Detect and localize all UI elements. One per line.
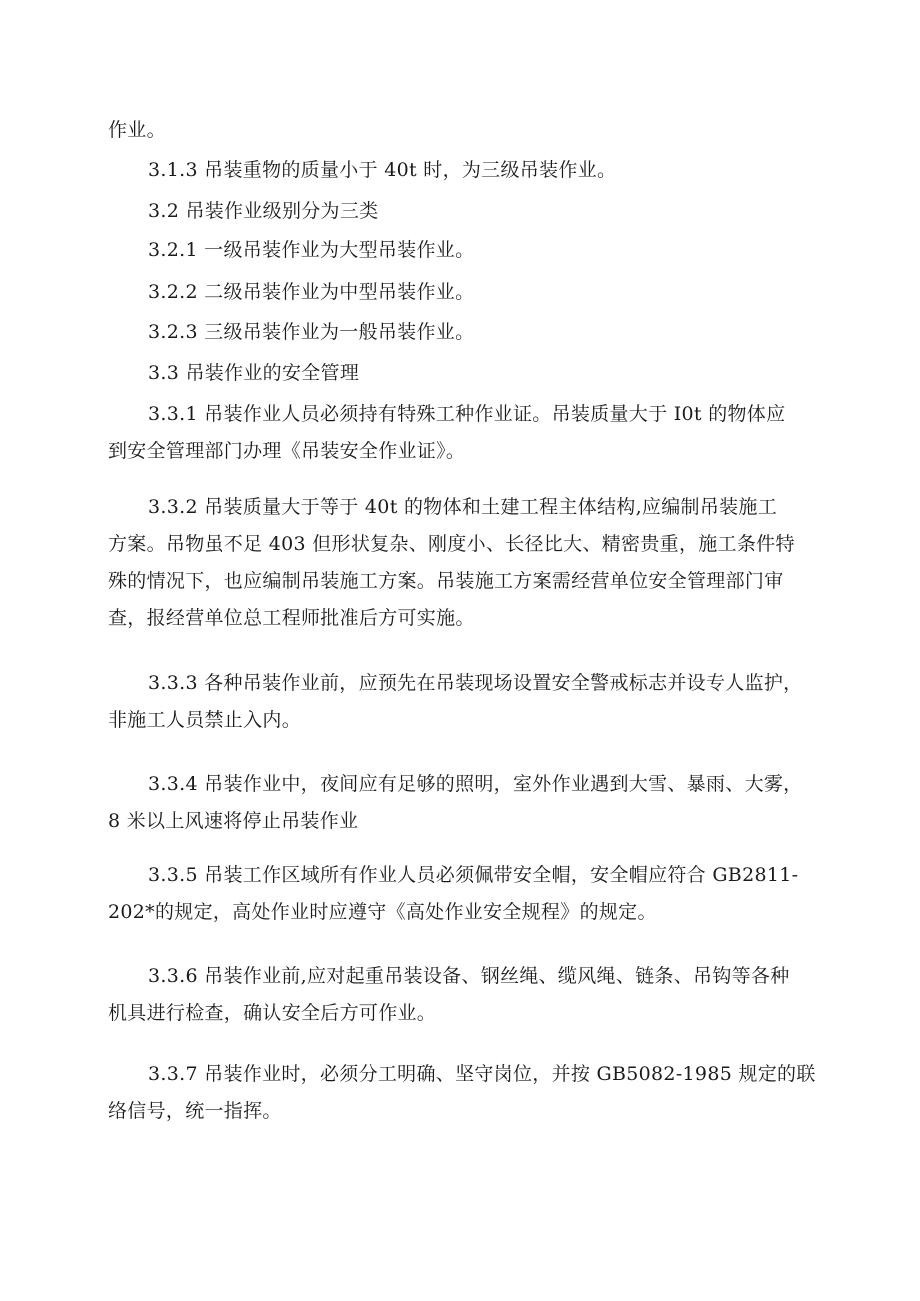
text-line: 202*的规定，高处作业时应遵守《高处作业安全规程》的规定。 bbox=[108, 901, 657, 923]
text-line: 8 米以上风速将停止吊装作业 bbox=[108, 810, 359, 832]
text-line: 作业。 bbox=[108, 119, 166, 141]
section-3-2-1 bbox=[108, 232, 828, 269]
text-line: 3.2.1 一级吊装作业为大型吊装作业。 bbox=[148, 239, 475, 261]
text-line: 机具进行检查，确认安全后方可作业。 bbox=[108, 1002, 437, 1024]
text-line: 3.2 吊装作业级别分为三类 bbox=[148, 200, 379, 222]
text-line: 3.3.2 吊装质量大于等于 40t 的物体和土建工程主体结构,应编制吊装施工 bbox=[148, 496, 778, 518]
heading-3-2 bbox=[108, 193, 828, 230]
text-line: 3.3.1 吊装作业人员必须持有特殊工种作业证。吊装质量大于 I0t 的物体应 bbox=[148, 403, 786, 425]
section-3-3-1 bbox=[108, 396, 828, 470]
text-line: 3.2.2 二级吊装作业为中型吊装作业。 bbox=[148, 281, 475, 303]
heading-3-3 bbox=[108, 355, 828, 392]
text-line: 非施工人员禁止入内。 bbox=[108, 709, 302, 731]
section-3-3-5 bbox=[108, 857, 828, 931]
text-line: 查，报经营单位总工程师批准后方可实施。 bbox=[108, 607, 475, 629]
text-line: 3.3.4 吊装作业中，夜间应有足够的照明，室外作业遇到大雪、暴雨、大雾， bbox=[148, 773, 803, 795]
text-line: 3.1.3 吊装重物的质量小于 40t 时，为三级吊装作业。 bbox=[148, 159, 617, 181]
section-3-3-7 bbox=[108, 1056, 828, 1130]
text-line: 3.3.7 吊装作业时，必须分工明确、坚守岗位，并按 GB5082-1985 规定的联 bbox=[148, 1063, 816, 1085]
text-line: 3.3.5 吊装工作区域所有作业人员必须佩带安全帽，安全帽应符合 GB2811- bbox=[148, 864, 799, 886]
section-3-3-3 bbox=[108, 665, 828, 739]
section-3-1-3 bbox=[108, 152, 828, 189]
section-3-2-3 bbox=[108, 314, 828, 351]
text-line: 3.3.6 吊装作业前,应对起重吊装设备、钢丝绳、缆风绳、链条、吊钩等各种 bbox=[148, 965, 790, 987]
section-3-2-2 bbox=[108, 274, 828, 311]
text-line: 方案。吊物虽不足 403 但形状复杂、刚度小、长径比大、精密贵重，施工条件特 bbox=[108, 533, 795, 555]
section-3-3-4 bbox=[108, 766, 828, 840]
text-line: 3.3 吊装作业的安全管理 bbox=[148, 362, 360, 384]
text-line: 络信号，统一指挥。 bbox=[108, 1100, 282, 1122]
section-3-3-2 bbox=[108, 489, 828, 637]
text-line: 到安全管理部门办理《吊装安全作业证》。 bbox=[108, 440, 466, 462]
text-line: 3.2.3 三级吊装作业为一般吊装作业。 bbox=[148, 321, 475, 343]
paragraph bbox=[108, 112, 828, 149]
text-line: 3.3.3 各种吊装作业前，应预先在吊装现场设置安全警戒标志并设专人监护， bbox=[148, 672, 803, 694]
section-3-3-6 bbox=[108, 958, 828, 1032]
text-line: 殊的情况下，也应编制吊装施工方案。吊装施工方案需经营单位安全管理部门审 bbox=[108, 570, 784, 592]
